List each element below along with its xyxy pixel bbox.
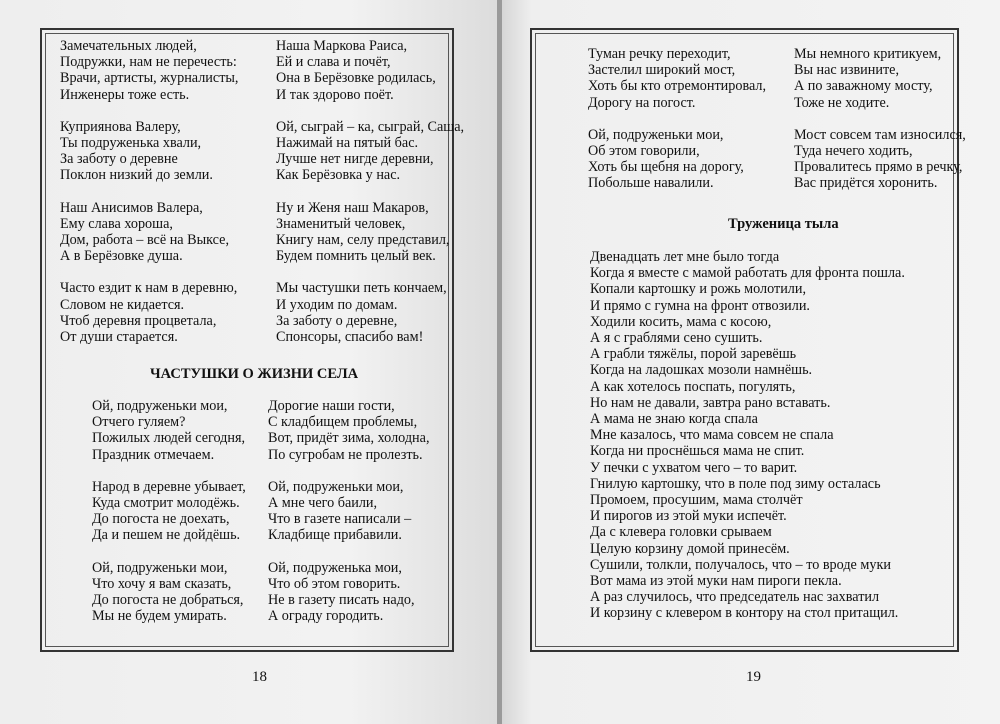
verse-line: Мы частушки петь кончаем, xyxy=(276,280,447,297)
verse-line: Замечательных людей, xyxy=(60,38,197,54)
verse-line: Знаменитый человек, xyxy=(276,215,406,232)
verse-line: Туда нечего ходить, xyxy=(794,143,913,160)
stanza xyxy=(268,398,430,463)
verse-line: Ой, подруженьки мои, xyxy=(92,398,228,414)
verse-line: Тоже не ходите. xyxy=(794,94,890,111)
verse-line: Пожилых людей сегодня, xyxy=(92,430,246,447)
verse-line: За заботу о деревне xyxy=(60,151,178,168)
verse-line: А ограду городить. xyxy=(268,608,384,625)
left-page xyxy=(0,0,498,724)
verse-line: Застелил широкий мост, xyxy=(588,62,736,79)
verse-line: Хоть бы щебня на дорогу, xyxy=(588,159,744,176)
verse-line: Нажимай на пятый бас. xyxy=(276,135,419,152)
verse-line: С кладбищем проблемы, xyxy=(268,414,418,431)
verse-line: До погоста не добраться, xyxy=(92,592,244,609)
verse-line: Дом, работа – всё на Выксе, xyxy=(60,232,229,249)
right-page xyxy=(502,0,1000,724)
verse-line: Да и пешем не дойдёшь. xyxy=(92,527,241,544)
poem-title: Труженица тыла xyxy=(728,216,839,232)
stanza xyxy=(92,479,246,544)
verse-line: Ой, подруженьки мои, xyxy=(268,478,404,495)
left-bottom-right-column xyxy=(268,398,430,640)
stanza xyxy=(268,479,430,544)
verse-line: Побольше навалили. xyxy=(588,175,714,192)
page-number-right: 19 xyxy=(746,669,761,685)
verse-line: А по заважному мосту, xyxy=(794,78,933,95)
verse-line: Ой, сыграй – ка, сыграй, Саша, xyxy=(276,118,465,135)
poem-line: Когда я вместе с мамой работать для фронта пошла. xyxy=(590,265,905,282)
poem-line: А как хотелось поспать, погулять, xyxy=(590,378,796,395)
page-number-left: 18 xyxy=(252,669,267,685)
stanza xyxy=(588,127,766,192)
poem-line: А я с граблями сено сушить. xyxy=(590,330,763,347)
verse-line: Спонсоры, спасибо вам! xyxy=(276,329,424,346)
verse-line: Праздник отмечаем. xyxy=(92,446,215,463)
verse-line: Хоть бы кто отремонтировал, xyxy=(588,78,767,95)
poem-line: И корзину с клевером в контору на стол притащил. xyxy=(590,605,899,622)
verse-line: Ой, подруженьки мои, xyxy=(92,559,228,576)
poem-line: А раз случилось, что председатель нас захватил xyxy=(590,589,880,606)
section-title: ЧАСТУШКИ О ЖИЗНИ СЕЛА xyxy=(150,366,359,382)
verse-line: Отчего гуляем? xyxy=(92,414,186,431)
stanza xyxy=(794,46,966,111)
stanza xyxy=(588,46,766,111)
poem-line: И пирогов из этой муки испечёт. xyxy=(590,508,787,525)
verse-line: Туман речку переходит, xyxy=(588,46,731,62)
stanza xyxy=(268,560,430,625)
poem-line: Вот мама из этой муки нам пироги пекла. xyxy=(590,573,842,590)
verse-line: Ой, подруженька мои, xyxy=(268,559,402,576)
verse-line: Куприянова Валеру, xyxy=(60,118,181,135)
verse-line: До погоста не доехать, xyxy=(92,511,230,528)
poem-line: А мама не знаю когда спала xyxy=(590,411,758,428)
verse-line: Словом не кидается. xyxy=(60,296,185,313)
verse-line: Вот, придёт зима, холодна, xyxy=(268,430,430,447)
poem-body xyxy=(590,249,905,622)
stanza xyxy=(794,127,966,192)
poem-line: А грабли тяжёлы, порой заревёшь xyxy=(590,346,797,363)
verse-line: А в Берёзовке душа. xyxy=(60,248,183,265)
poem-line: Но нам не давали, завтра рано вставать. xyxy=(590,394,831,411)
right-top-right-column xyxy=(794,46,966,208)
verse-line: Об этом говорили, xyxy=(588,143,700,160)
verse-line: Вас придётся хоронить. xyxy=(794,175,938,192)
verse-line: Что в газете написали – xyxy=(268,511,412,528)
verse-line: Дорогу на погост. xyxy=(588,94,696,111)
poem-line: Двенадцать лет мне было тогда xyxy=(590,249,780,265)
poem-line: Промоем, просушим, мама столчёт xyxy=(590,492,803,509)
verse-line: Ему слава хороша, xyxy=(60,215,173,232)
verse-line: Ей и слава и почёт, xyxy=(276,54,391,71)
verse-line: От души старается. xyxy=(60,329,178,346)
verse-line: Ты подруженька хвали, xyxy=(60,135,202,152)
poem-line: Сушили, толкли, получалось, что – то вроде муки xyxy=(590,556,891,573)
verse-line: Поклон низкий до земли. xyxy=(60,167,213,184)
stanza xyxy=(276,38,464,103)
verse-line: Вы нас извините, xyxy=(794,62,899,79)
poem-line: Мне казалось, что мама совсем не спала xyxy=(590,427,834,444)
verse-line: Часто ездит к нам в деревню, xyxy=(60,280,238,297)
verse-line: Провалитесь прямо в речку, xyxy=(794,159,963,176)
verse-line: Мы немного критикуем, xyxy=(794,46,942,62)
poem-line: Целую корзину домой принесём. xyxy=(590,540,790,557)
poem-line: У печки с ухватом чего – то варит. xyxy=(590,459,798,476)
poem-line: И прямо с гумна на фронт отвозили. xyxy=(590,297,810,314)
verse-line: Будем помнить целый век. xyxy=(276,248,436,265)
stanza xyxy=(60,38,238,103)
verse-line: Инженеры тоже есть. xyxy=(60,86,190,103)
verse-line: Наш Анисимов Валера, xyxy=(60,199,203,216)
poem-line: Когда ни проснёшься мама не спит. xyxy=(590,443,805,460)
poem-line: Когда на ладошках мозоли намнёшь. xyxy=(590,362,813,379)
stanza xyxy=(60,200,238,265)
verse-line: Что хочу я вам сказать, xyxy=(92,575,232,592)
stanza xyxy=(276,200,464,265)
left-top-left-column xyxy=(60,38,238,361)
poem-line: Да с клевера головки срываем xyxy=(590,524,772,541)
poem-line: Копали картошку и рожь молотили, xyxy=(590,281,807,298)
verse-line: Она в Берёзовке родилась, xyxy=(276,70,436,87)
verse-line: Мост совсем там износился, xyxy=(794,126,966,143)
verse-line: И уходим по домам. xyxy=(276,296,398,313)
stanza xyxy=(60,119,238,184)
poem-line: Ходили косить, мама с косою, xyxy=(590,313,772,330)
verse-line: Наша Маркова Раиса, xyxy=(276,38,408,54)
verse-line: Народ в деревне убывает, xyxy=(92,478,246,495)
verse-line: И так здорово поёт. xyxy=(276,86,394,103)
right-top-left-column xyxy=(588,46,766,208)
verse-line: Дорогие наши гости, xyxy=(268,398,395,414)
verse-line: Мы не будем умирать. xyxy=(92,608,227,625)
verse-line: А мне чего баили, xyxy=(268,495,378,512)
verse-line: Подружки, нам не перечесть: xyxy=(60,54,237,71)
verse-line: Чтоб деревня процветала, xyxy=(60,312,217,329)
verse-line: За заботу о деревне, xyxy=(276,312,398,329)
stanza xyxy=(92,398,246,463)
stanza xyxy=(60,280,238,345)
verse-line: Ну и Женя наш Макаров, xyxy=(276,199,429,216)
stanza xyxy=(92,560,246,625)
stanza xyxy=(276,119,464,184)
verse-line: Что об этом говорить. xyxy=(268,575,401,592)
verse-line: Лучше нет нигде деревни, xyxy=(276,151,434,168)
verse-line: Кладбище прибавили. xyxy=(268,527,402,544)
verse-line: Куда смотрит молодёжь. xyxy=(92,495,240,512)
verse-line: Ой, подруженьки мои, xyxy=(588,126,724,143)
verse-line: По сугробам не пролезть. xyxy=(268,446,423,463)
stanza xyxy=(276,280,464,345)
left-top-right-column xyxy=(276,38,464,361)
verse-line: Врачи, артисты, журналисты, xyxy=(60,70,239,87)
left-bottom-left-column xyxy=(92,398,246,640)
verse-line: Книгу нам, селу представил, xyxy=(276,232,450,249)
verse-line: Не в газету писать надо, xyxy=(268,592,415,609)
verse-line: Как Берёзовка у нас. xyxy=(276,167,401,184)
poem-line: Гнилую картошку, что в поле под зиму осталась xyxy=(590,475,881,492)
